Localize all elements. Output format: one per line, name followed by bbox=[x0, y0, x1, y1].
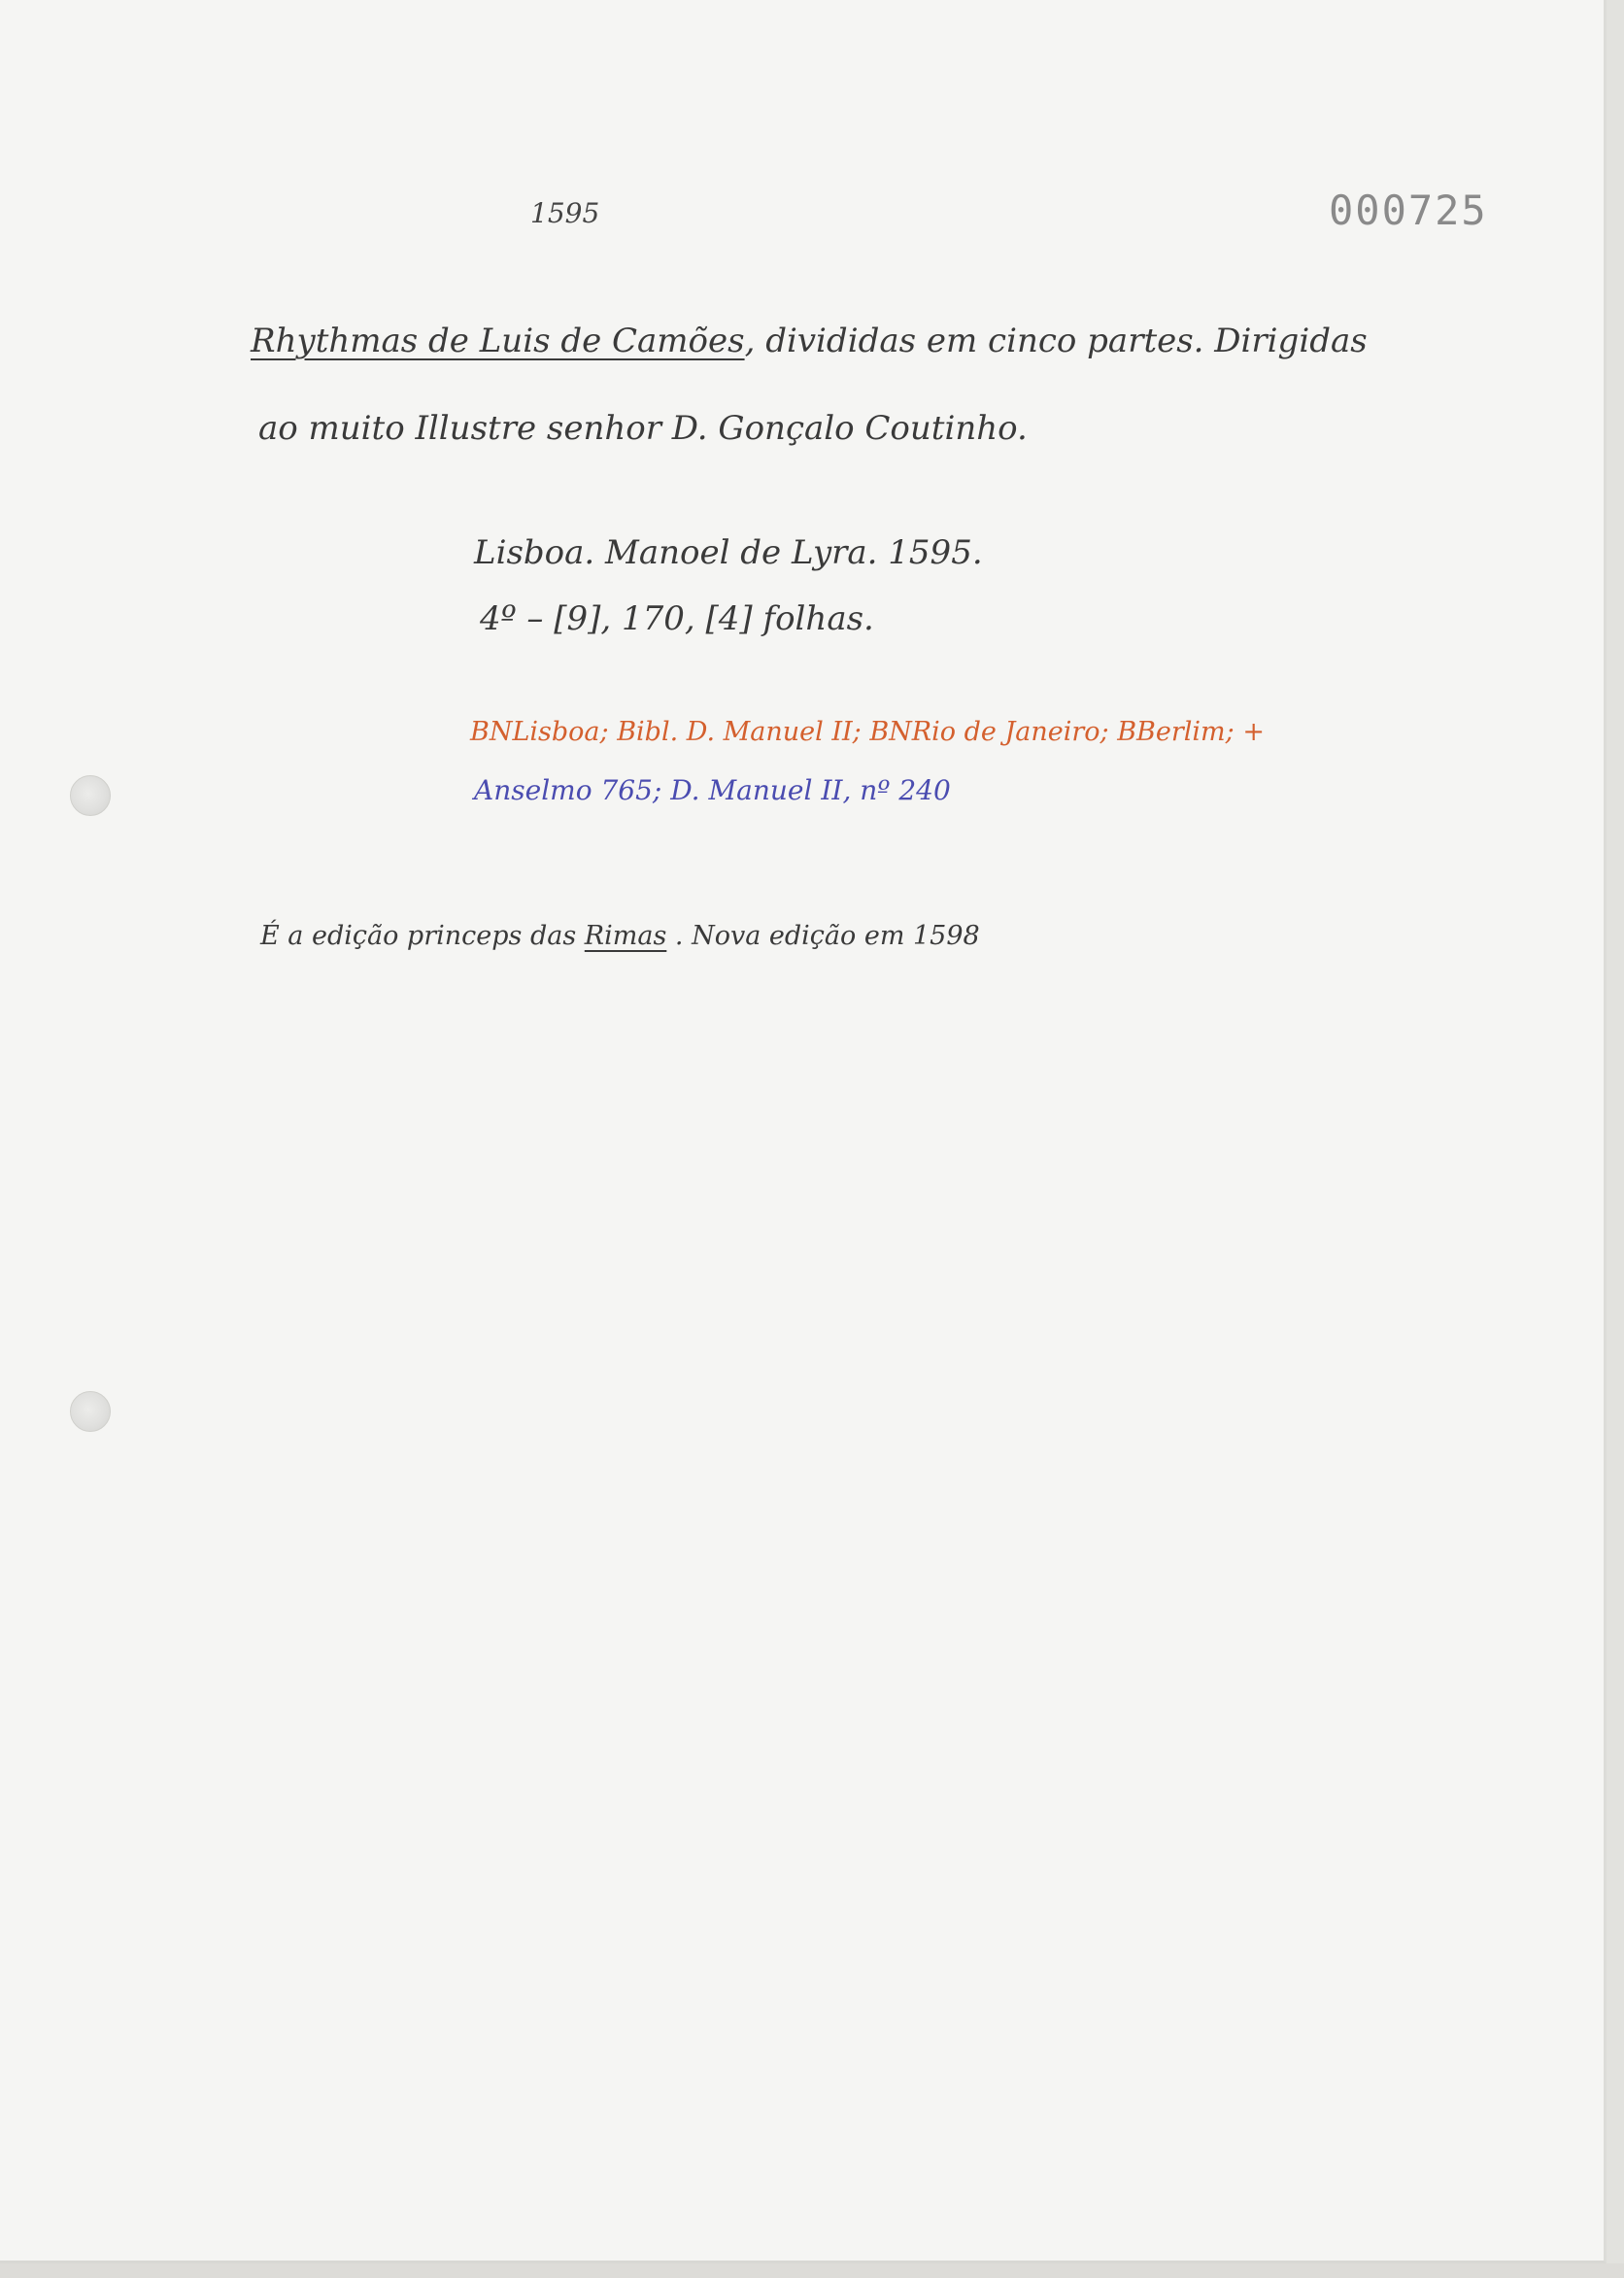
note-suffix: . Nova edição em 1598 bbox=[666, 921, 980, 951]
punch-hole-bottom bbox=[70, 1391, 111, 1432]
title-rest: , divididas em cinco partes. Dirigidas bbox=[744, 322, 1368, 360]
card-year: 1595 bbox=[530, 197, 600, 229]
edition-note bbox=[260, 923, 980, 949]
collation: 4º – [9], 170, [4] folhas. bbox=[480, 599, 874, 638]
holdings-red-ink: BNLisboa; Bibl. D. Manuel II; BNRio de Janeiro; BBerlim; + bbox=[470, 717, 1265, 747]
punch-hole-top bbox=[70, 775, 111, 816]
holdings-blue-ink: Anselmo 765; D. Manuel II, nº 240 bbox=[474, 774, 951, 806]
catalog-number-stamp: 000725 bbox=[1329, 187, 1488, 234]
imprint: Lisboa. Manoel de Lyra. 1595. bbox=[474, 533, 983, 572]
note-prefix: É a edição princeps das bbox=[260, 921, 585, 951]
note-underlined-word: Rimas bbox=[584, 921, 667, 951]
title-line-1 bbox=[251, 322, 1368, 360]
title-author-underlined: Rhythmas de Luis de Camões bbox=[251, 322, 745, 360]
title-line-2: ao muito Illustre senhor D. Gonçalo Coutinho. bbox=[258, 409, 1028, 448]
sheet-edge-bottom bbox=[0, 2263, 1624, 2278]
sheet-edge-right bbox=[1607, 0, 1624, 2278]
